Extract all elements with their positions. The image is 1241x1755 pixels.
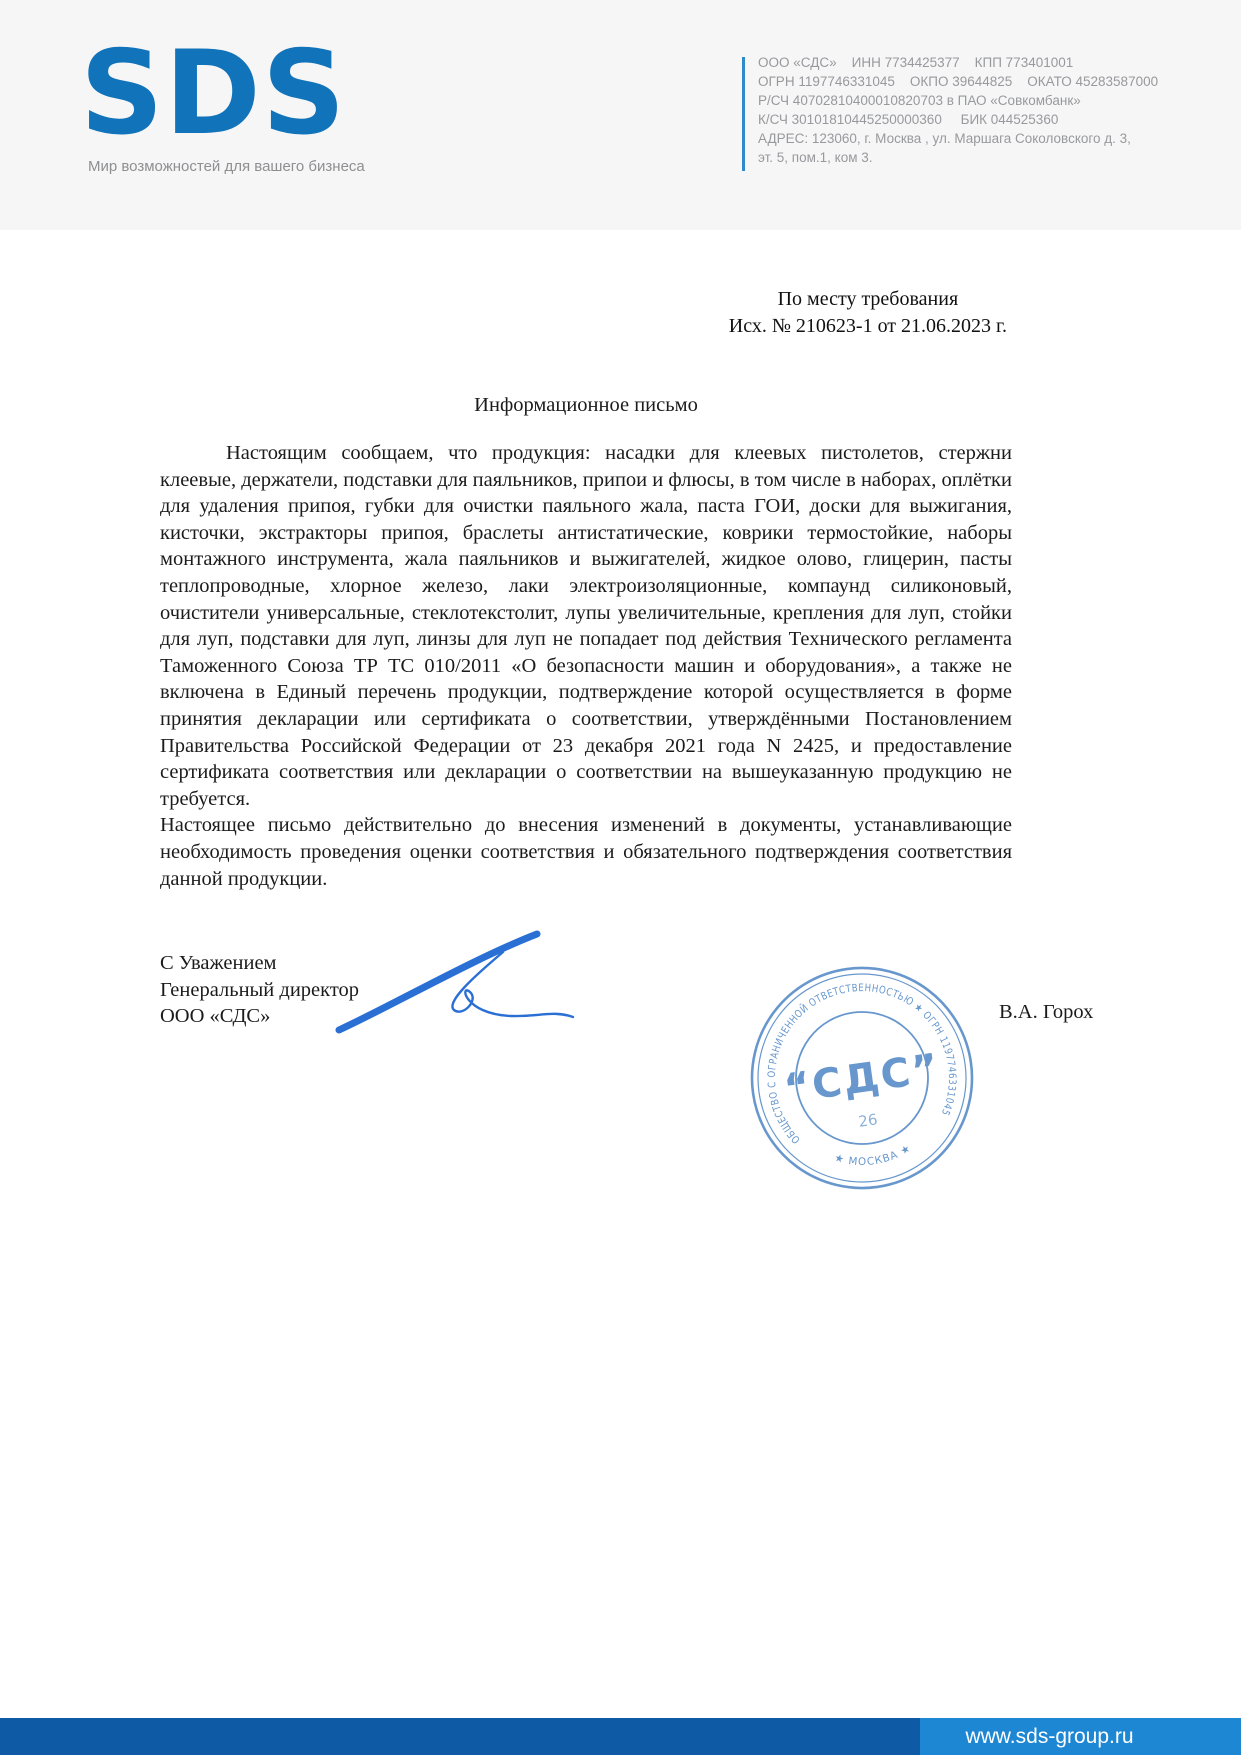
paragraph-validity: Настоящее письмо действительно до внесения изменений в документы, устанавливающие необходимость проведения оценки соответствия и обязательного подтверждения соответствия данной продукции. <box>160 814 1012 890</box>
company-logo: SDS <box>80 26 347 161</box>
reference-place: По месту требования <box>777 288 959 310</box>
position-line: Генеральный директор <box>160 978 360 1001</box>
footer-link[interactable]: www.sds-group.ru <box>965 1724 1134 1748</box>
details-line-ks: К/СЧ 30101810445250000360 БИК 044525360 <box>758 112 1059 127</box>
details-line-address2: эт. 5, пом.1, ком 3. <box>758 150 873 165</box>
stamp-ring-text-bottom: ★ МОСКВА ★ <box>833 1141 914 1169</box>
letter-title: Информационное письмо <box>474 394 698 416</box>
company-details <box>758 53 1158 167</box>
footer-bar-right <box>920 1718 1241 1755</box>
logo-tagline: Мир возможностей для вашего бизнеса <box>88 158 365 175</box>
details-line-ogrn: ОГРН 1197746331045 ОКПО 39644825 ОКАТО 45283587000 <box>758 74 1159 89</box>
details-line-rs: Р/СЧ 40702810400010820703 в ПАО «Совкомбанк» <box>758 93 1081 108</box>
details-line-address: АДРЕС: 123060, г. Москва , ул. Маршага Соколовского д. 3, <box>758 131 1131 146</box>
company-line: ООО «СДС» <box>160 1005 271 1027</box>
signature-scribble <box>325 918 585 1043</box>
signer-name: В.А. Горох <box>999 1001 1094 1023</box>
footer-bar-left <box>0 1718 920 1755</box>
stamp-number: 26 <box>857 1110 879 1131</box>
header-band <box>0 0 1241 230</box>
reference-block <box>729 286 1007 340</box>
details-line-inn: ООО «СДС» ИНН 7734425377 КПП 773401001 <box>758 55 1074 70</box>
company-stamp <box>747 963 977 1193</box>
stamp-center-text: “СДС” <box>781 1045 944 1113</box>
details-accent-rule <box>742 57 745 171</box>
letter-body <box>160 440 1012 892</box>
stamp-ring-text-top: ОБЩЕСТВО С ОГРАНИЧЕННОЙ ОТВЕТСТВЕННОСТЬЮ ★ ОГРН 1197746331045 <box>765 982 959 1146</box>
closing-line: С Уважением <box>160 952 277 974</box>
reference-number: Исх. № 210623-1 от 21.06.2023 г. <box>728 315 1007 337</box>
svg-text:★ МОСКВА ★ <box>832 1141 915 1173</box>
paragraph-main: Настоящим сообщаем, что продукция: насадки для клеевых пистолетов, стержни клеевые, держатели, подставки для паяльников, припои и флюсы, в том числе в наборах, оплётки для удаления припоя, губки для очистки паяльного жала, паста ГОИ, доски для выжигания, кисточки, экстракторы припоя, браслеты антистатические, коврики термостойкие, наборы монтажного инструмента, жала паяльников и выжигателей, жидкое олово, глицерин, пасты теплопроводные, хлорное железо, лаки электроизоляционные, компаунд силиконовый, очистители универсальные, стеклотекстолит, лупы увеличительные, крепления для луп, стойки для луп, подставки для луп, линзы для луп не попадает под действия Технического регламента Таможенного Союза ТР ТС 010/2011 «О безопасности машин и оборудования», а также не включена в Единый перечень продукции, подтверждение которой осуществляется в форме принятия декларации или сертификата о соответствии, утверждёнными Постановлением Правительства Российской Федерации от 23 декабря 2021 года N 2425, и предоставление сертификата соответствия или декларации о соответствии на вышеуказанную продукцию не требуется. <box>160 442 1012 810</box>
